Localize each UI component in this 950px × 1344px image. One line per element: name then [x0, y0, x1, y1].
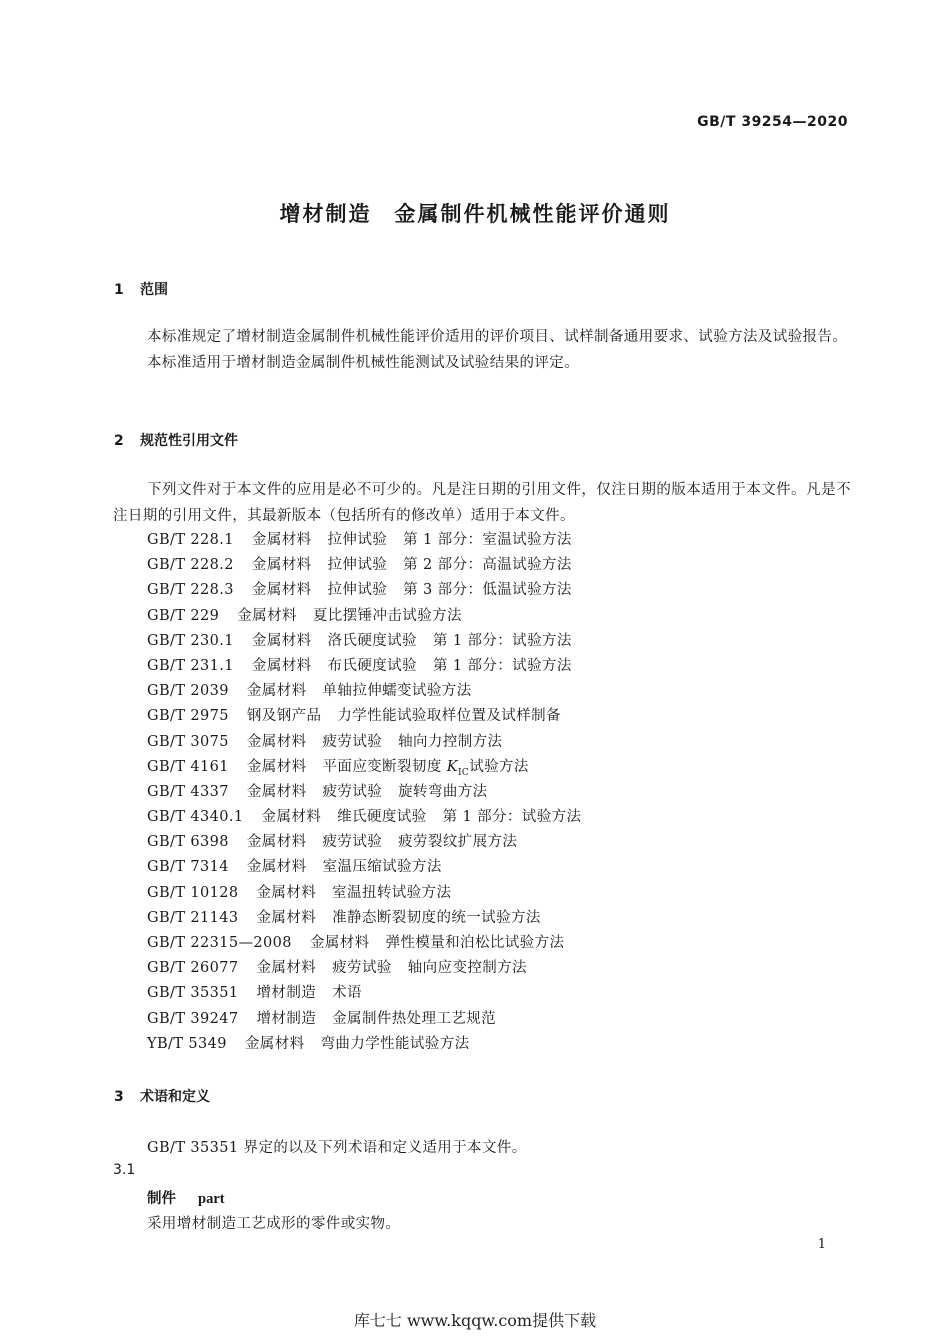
reference-title-part: 弯曲力学性能试验方法 [320, 1035, 470, 1052]
reference-title-part: 准静态断裂韧度的统一试验方法 [332, 909, 541, 926]
section-1-heading [114, 279, 168, 299]
reference-code: GB/T 228.3 [147, 582, 234, 599]
reference-title-part: 金属材料 [251, 657, 312, 674]
reference-item [147, 830, 581, 855]
reference-code: GB/T 4340.1 [147, 809, 244, 826]
reference-title-part: 第 1 部分：试验方法 [442, 809, 582, 826]
reference-code: GB/T 231.1 [147, 657, 234, 674]
reference-title-part: 金属材料 [251, 582, 312, 599]
reference-item [147, 528, 581, 553]
section-title: 术语和定义 [140, 1089, 210, 1105]
reference-title-part: 拉伸试验 [327, 532, 388, 548]
reference-code: GB/T 6398 [147, 834, 229, 851]
reference-item [147, 906, 581, 931]
term-entry [147, 1187, 225, 1208]
reference-title-part: 力学性能试验取样位置及试样制备 [337, 708, 561, 725]
reference-title-part: 增材制造 [256, 985, 317, 1002]
reference-code: GB/T 21143 [147, 909, 239, 926]
reference-item [147, 553, 581, 578]
reference-item [147, 956, 581, 981]
reference-title-part: 金属材料 [251, 632, 312, 649]
reference-title-part: 旋转弯曲方法 [398, 783, 488, 800]
reference-code: GB/T 3075 [147, 733, 229, 750]
reference-item [147, 679, 581, 704]
reference-item [147, 704, 581, 729]
reference-title-part: 轴向力控制方法 [398, 733, 503, 750]
reference-item [147, 931, 581, 956]
reference-list [147, 528, 581, 1057]
reference-title-part: 金属材料 [246, 859, 307, 876]
reference-title-part: 夏比摆锤冲击试验方法 [312, 607, 462, 624]
reference-title-part: 金属材料 [246, 733, 307, 750]
reference-title-part: 布氏硬度试验 [327, 657, 417, 674]
reference-title-part: 金属材料 [246, 683, 307, 700]
reference-title-part: 第 2 部分：高温试验方法 [403, 557, 572, 574]
reference-item [147, 1032, 581, 1057]
document-title: 增材制造 金属制件机械性能评价通则 [279, 202, 671, 226]
reference-title-part: 疲劳裂纹扩展方法 [398, 834, 518, 851]
reference-title-part: 金属材料 [256, 909, 317, 926]
reference-title-part: 金属材料 [256, 884, 317, 901]
reference-item [147, 654, 581, 679]
reference-item [147, 730, 581, 755]
reference-title-part: 金属材料 [251, 532, 312, 548]
reference-item [147, 629, 581, 654]
section-title: 范围 [140, 282, 168, 298]
reference-code: GB/T 229 [147, 607, 220, 624]
reference-code: YB/T 5349 [147, 1035, 227, 1052]
reference-item [147, 1007, 581, 1032]
reference-title-part: 洛氏硬度试验 [327, 632, 417, 649]
reference-code: GB/T 4337 [147, 783, 229, 800]
reference-item [147, 881, 581, 906]
reference-title-part: 疲劳试验 [322, 834, 383, 851]
scope-text [113, 325, 851, 376]
reference-item [147, 855, 581, 880]
section-title: 规范性引用文件 [140, 433, 238, 449]
reference-title-part: 第 3 部分：低温试验方法 [403, 582, 572, 599]
references-intro [113, 478, 851, 529]
reference-title-part: 金属材料 [246, 783, 307, 800]
section-number: 3 [114, 1089, 124, 1105]
reference-code: GB/T 26077 [147, 960, 239, 977]
reference-title-part: 金属材料 [246, 758, 307, 775]
reference-code: GB/T 10128 [147, 884, 239, 901]
reference-title-part: 金属制件热处理工艺规范 [332, 1010, 497, 1027]
section-2-heading [114, 430, 238, 450]
reference-item [147, 780, 581, 805]
reference-title-part: 第 1 部分：试验方法 [432, 657, 572, 674]
reference-title-part: 第 1 部分：试验方法 [432, 632, 572, 649]
term-chinese: 制件 [147, 1191, 176, 1207]
reference-title-part: 金属材料 [244, 1035, 305, 1052]
scope-paragraph-1: 本标准规定了增材制造金属制件机械性能评价适用的评价项目、试样制备通用要求、试验方法及试验报告。 [147, 329, 848, 345]
reference-title-part: 疲劳试验 [322, 733, 383, 750]
scope-paragraph-2: 本标准适用于增材制造金属制件机械性能测试及试验结果的评定。 [147, 354, 580, 371]
reference-title-part: 增材制造 [256, 1010, 317, 1027]
reference-title-part: 平面应变断裂韧度 $K_{IC}$试验方法 [322, 758, 529, 778]
page-number: 1 [817, 1237, 826, 1252]
clause-number: 3.1 [113, 1162, 136, 1178]
standard-number: GB/T 39254—2020 [697, 114, 848, 130]
reference-item [147, 981, 581, 1006]
reference-title-part: 疲劳试验 [332, 960, 392, 977]
section-number: 1 [114, 282, 124, 298]
reference-code: GB/T 35351 [147, 985, 239, 1002]
reference-item [147, 755, 581, 780]
reference-code: GB/T 7314 [147, 859, 229, 876]
reference-title-part: 拉伸试验 [327, 582, 388, 599]
terms-intro: GB/T 35351 界定的以及下列术语和定义适用于本文件。 [147, 1140, 527, 1156]
reference-title-part: 拉伸试验 [327, 557, 388, 574]
reference-code: GB/T 22315—2008 [147, 935, 292, 951]
section-number: 2 [114, 433, 124, 449]
reference-title-part: 疲劳试验 [322, 783, 383, 800]
reference-title-part: 金属材料 [246, 834, 307, 851]
references-intro-paragraph: 下列文件对于本文件的应用是必不可少的。凡是注日期的引用文件，仅注日期的版本适用于本文件。凡是不注日期的引用文件，其最新版本（包括所有的修改单）适用于本文件。 [113, 482, 851, 524]
term-definition: 采用增材制造工艺成形的零件或实物。 [147, 1216, 401, 1232]
reference-title-part: 钢及钢产品 [246, 708, 322, 725]
reference-code: GB/T 2039 [147, 683, 229, 700]
section-3-heading [114, 1086, 210, 1106]
term-english: part [198, 1191, 225, 1207]
reference-code: GB/T 228.2 [147, 557, 234, 574]
reference-code: GB/T 228.1 [147, 532, 234, 548]
reference-code: GB/T 4161 [147, 758, 229, 775]
reference-code: GB/T 2975 [147, 708, 229, 725]
reference-title-part: 术语 [332, 985, 362, 1002]
download-footer: 库七七 www.kqqw.com提供下载 [353, 1311, 597, 1330]
reference-title-part: 金属材料 [237, 607, 297, 624]
reference-title-part: 室温扭转试验方法 [332, 884, 452, 901]
reference-item [147, 805, 581, 830]
reference-title-part: 室温压缩试验方法 [322, 859, 442, 876]
reference-title-part: 金属材料 [251, 557, 312, 574]
reference-title-part: 维氏硬度试验 [337, 809, 427, 826]
reference-code: GB/T 230.1 [147, 632, 234, 649]
reference-title-part: 金属材料 [261, 809, 322, 826]
reference-item [147, 604, 581, 629]
reference-title-part: 弹性模量和泊松比试验方法 [385, 935, 565, 951]
reference-title-part: 单轴拉伸蠕变试验方法 [322, 683, 472, 700]
reference-title-part: 金属材料 [256, 960, 317, 977]
symbol-subscript: IC [457, 767, 470, 778]
reference-title-part: 轴向应变控制方法 [407, 960, 527, 977]
reference-code: GB/T 39247 [147, 1010, 239, 1027]
symbol-k: K [446, 758, 458, 775]
reference-title-part: 金属材料 [309, 935, 370, 951]
reference-title-part: 第 1 部分：室温试验方法 [403, 532, 572, 548]
reference-item [147, 578, 581, 603]
